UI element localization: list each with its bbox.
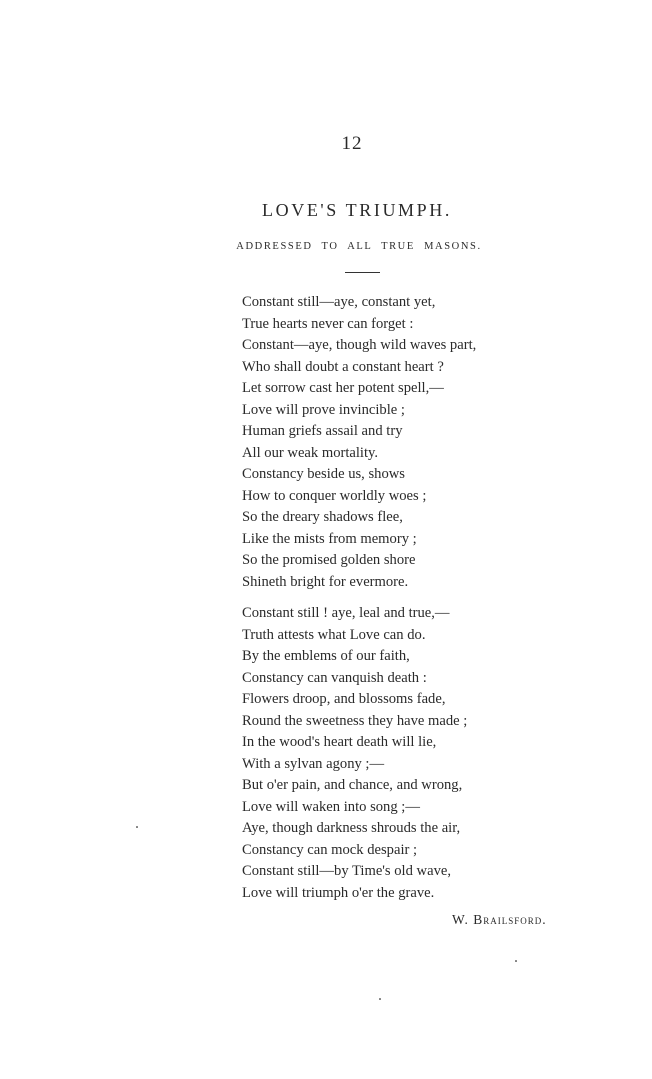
title-divider bbox=[345, 272, 380, 273]
poem-line: Flowers droop, and blossoms fade, bbox=[242, 691, 446, 707]
author-initial: W. bbox=[452, 912, 469, 927]
paper-speck bbox=[136, 826, 138, 828]
poem-line: Constant still ! aye, leal and true,— bbox=[242, 605, 450, 621]
poem-title: LOVE'S TRIUMPH. bbox=[262, 200, 452, 220]
poem-line: Constancy beside us, shows bbox=[242, 466, 405, 482]
page-number: 12 bbox=[341, 133, 363, 154]
poem-line: Let sorrow cast her potent spell,— bbox=[242, 380, 444, 396]
author-signature bbox=[452, 912, 547, 928]
poem-line: Who shall doubt a constant heart ? bbox=[242, 358, 444, 375]
poem-line: So the promised golden shore bbox=[242, 552, 416, 568]
poem-line: Constant—aye, though wild waves part, bbox=[242, 337, 477, 353]
poem-line: Love will triumph o'er the grave. bbox=[242, 884, 435, 901]
poem-line: Aye, though darkness shrouds the air, bbox=[242, 820, 461, 836]
poem-line: Constant still—aye, constant yet, bbox=[242, 294, 436, 310]
poem-line: Truth attests what Love can do. bbox=[242, 626, 426, 643]
poem-line: In the wood's heart death will lie, bbox=[242, 734, 437, 750]
poem-line: Round the sweetness they have made ; bbox=[242, 712, 468, 729]
poem-line: How to conquer worldly woes ; bbox=[242, 487, 427, 504]
poem-line: So the dreary shadows flee, bbox=[242, 509, 403, 525]
poem-line: Human griefs assail and try bbox=[242, 423, 403, 439]
poem-line: Love will prove invincible ; bbox=[242, 401, 405, 418]
poem-line: All our weak mortality. bbox=[242, 444, 379, 461]
poem-line: True hearts never can forget : bbox=[242, 315, 414, 332]
poem-line: Shineth bright for evermore. bbox=[242, 573, 409, 590]
poem-line: Constancy can vanquish death : bbox=[242, 669, 427, 686]
poem-line: By the emblems of our faith, bbox=[242, 648, 410, 664]
stanza-2 bbox=[242, 603, 467, 904]
stanza-1 bbox=[242, 292, 476, 593]
poem-line: Constant still—by Time's old wave, bbox=[242, 863, 451, 879]
paper-speck bbox=[379, 998, 381, 1000]
paper-speck bbox=[515, 960, 517, 962]
poem-line: Love will waken into song ;— bbox=[242, 798, 420, 815]
poem-line: Like the mists from memory ; bbox=[242, 530, 417, 547]
poem-subtitle: ADDRESSED TO ALL TRUE MASONS. bbox=[236, 241, 482, 252]
poem-line: But o'er pain, and chance, and wrong, bbox=[242, 777, 463, 793]
author-surname: Brailsford. bbox=[473, 912, 547, 927]
poem-line: Constancy can mock despair ; bbox=[242, 841, 418, 858]
poem-line: With a sylvan agony ;— bbox=[242, 755, 385, 772]
